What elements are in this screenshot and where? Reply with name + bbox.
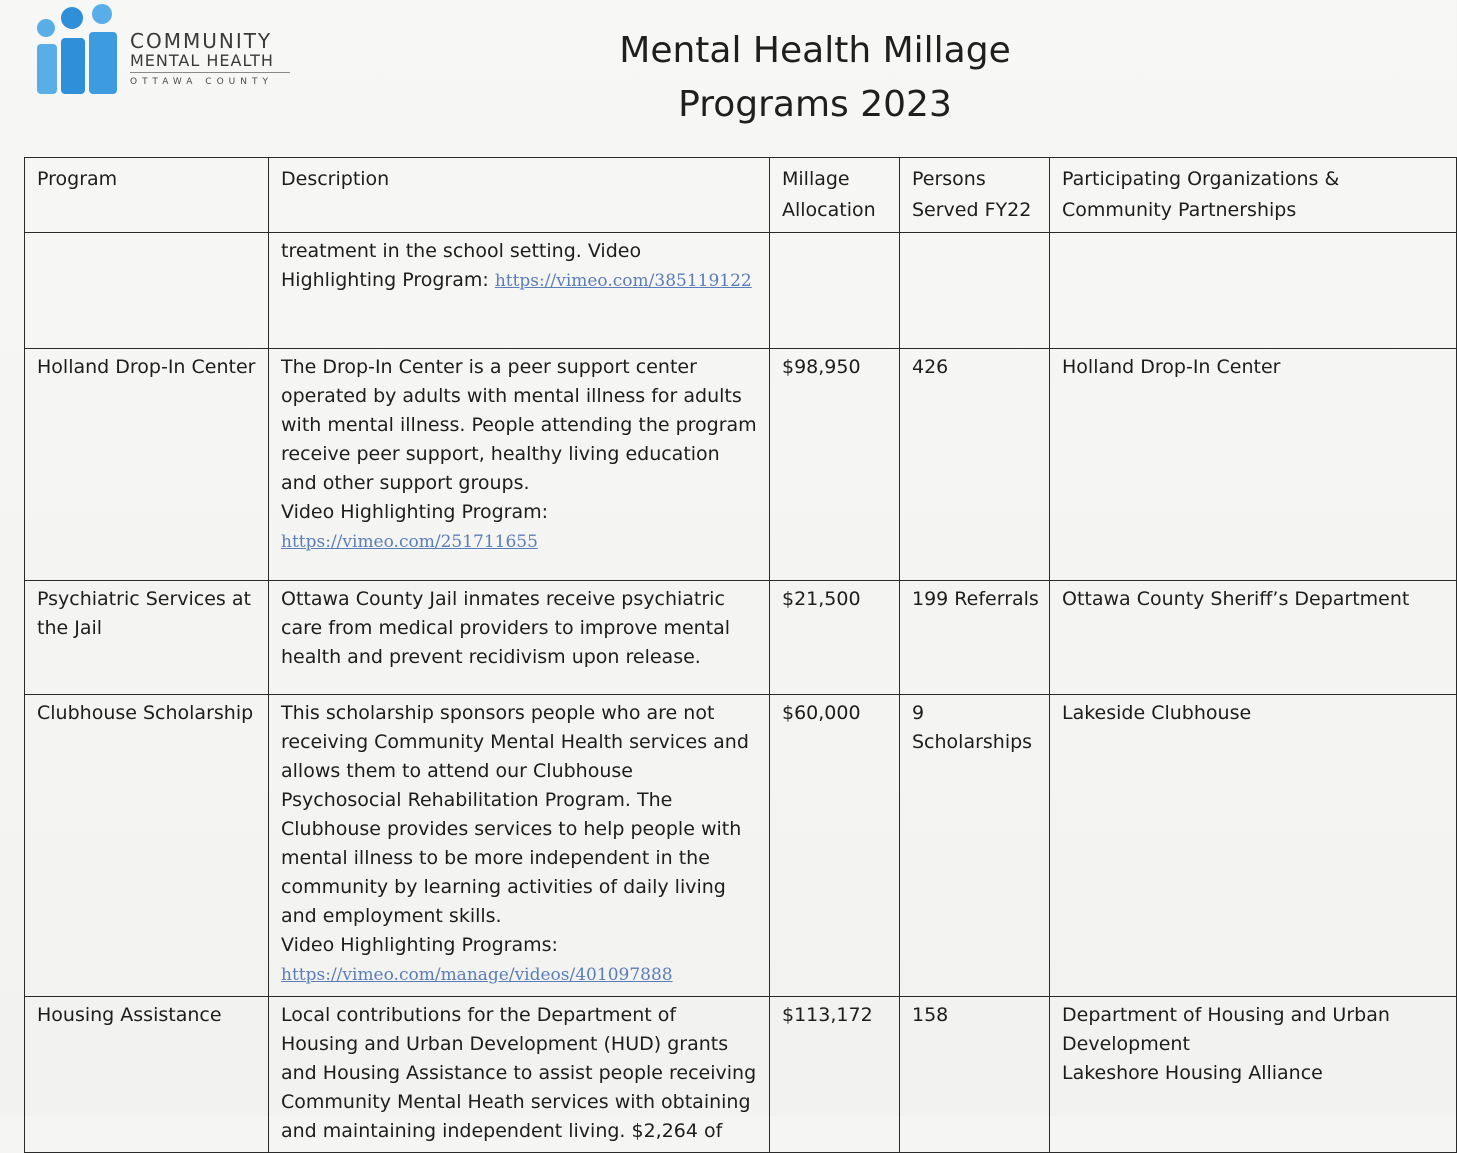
table-row [25,349,1457,581]
cell-allocation: $113,172 [770,997,900,1153]
logo-line-ottawa-county: OTTAWA COUNTY [130,77,273,87]
logo-line-mental-health: MENTAL HEALTH [130,52,290,73]
org-lakeshore-housing: Lakeshore Housing Alliance [1062,1062,1323,1084]
cell-orgs: Holland Drop-In Center [1050,349,1457,581]
header-millage-allocation [770,158,900,233]
cell-persons: 158 [900,997,1050,1153]
cell-allocation: $98,950 [770,349,900,581]
cell-orgs: Lakeside Clubhouse [1050,695,1457,997]
title-line-1: Mental Health Millage [619,30,1011,71]
cell-orgs [1050,997,1457,1153]
cell-description [269,695,770,997]
document-title [560,24,1070,132]
cmh-logo [34,4,304,104]
header-persons-line1: Persons [912,168,986,190]
header-persons-line2: Served FY22 [912,199,1032,221]
table-row [25,581,1457,695]
header-description: Description [269,158,770,233]
video-label: Video Highlighting Programs: [281,934,558,956]
table-row [25,997,1457,1153]
description-text: treatment in the school setting. Video Highlighting Program: [281,240,642,291]
video-link[interactable]: https://vimeo.com/385119122 [494,271,752,291]
cell-program: Housing Assistance [25,997,269,1153]
cell-orgs: Ottawa County Sheriff’s Department [1050,581,1457,695]
cell-program [25,233,269,349]
cell-persons: 426 [900,349,1050,581]
persons-count: 9 [912,702,925,724]
header-program: Program [25,158,269,233]
cell-program: Holland Drop-In Center [25,349,269,581]
cell-description [269,233,770,349]
header-millage-line1: Millage [782,168,850,190]
header-orgs-line2: Community Partnerships [1062,199,1297,221]
cell-allocation [770,233,900,349]
cell-persons [900,695,1050,997]
logo-wordmark [130,30,290,89]
header-orgs-line1: Participating Organizations & [1062,168,1340,190]
programs-table [24,157,1457,1153]
description-text: The Drop-In Center is a peer support center operated by adults with mental illness for adults with mental illness. People attending the program receive peer support, healthy living education and other support groups. [281,356,757,494]
cell-description: Local contributions for the Department of Housing and Urban Development (HUD) grants and Housing Assistance to assist people receiving Community Mental Heath services with obtaining and maintaining independent living. $2,264 of [269,997,770,1153]
cell-allocation: $21,500 [770,581,900,695]
cell-orgs [1050,233,1457,349]
title-line-2: Programs 2023 [678,84,952,125]
video-link[interactable]: https://vimeo.com/manage/videos/401097888 [281,965,673,985]
video-link[interactable]: https://vimeo.com/251711655 [281,532,538,552]
cell-persons [900,233,1050,349]
table-header-row [25,158,1457,233]
cell-allocation: $60,000 [770,695,900,997]
cell-description: Ottawa County Jail inmates receive psychiatric care from medical providers to improve mental health and prevent recidivism upon release. [269,581,770,695]
people-logo-icon [34,4,124,96]
header-millage-line2: Allocation [782,199,876,221]
persons-unit: Scholarships [912,731,1033,753]
org-hud: Department of Housing and Urban Development [1062,1004,1390,1055]
header-persons-served [900,158,1050,233]
cell-description [269,349,770,581]
logo-line-community: COMMUNITY [130,29,273,53]
cell-persons: 199 Referrals [900,581,1050,695]
cell-program: Clubhouse Scholarship [25,695,269,997]
video-label: Video Highlighting Program: [281,501,549,523]
header-participating-orgs [1050,158,1457,233]
table-row [25,233,1457,349]
description-text: This scholarship sponsors people who are not receiving Community Mental Health services and allows them to attend our Clubhouse Psychosocial Rehabilitation Program. The Clubhouse provides services to help people with mental illness to be more independent in the community by learning activities of daily living and employment skills. [281,702,749,927]
table-row [25,695,1457,997]
cell-program: Psychiatric Services at the Jail [25,581,269,695]
